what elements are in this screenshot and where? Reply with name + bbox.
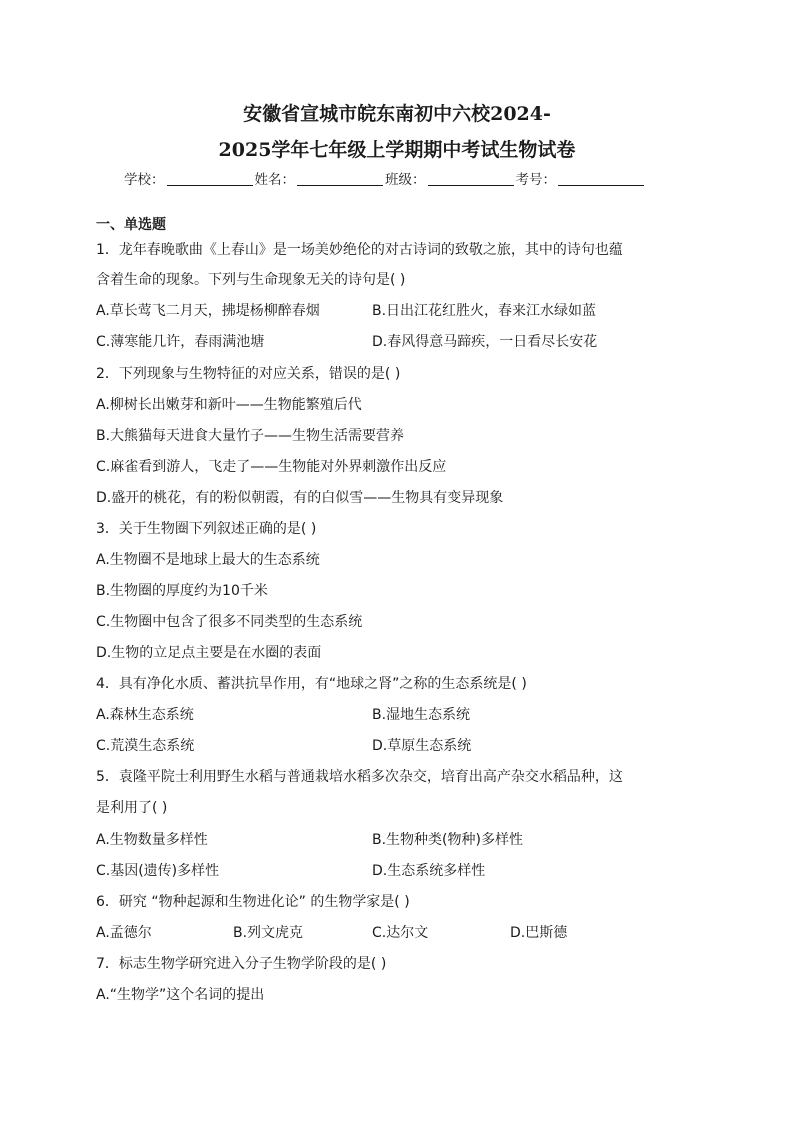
question-6-option-d: D.巴斯德 (510, 925, 568, 941)
question-2-stem: 2．下列现象与生物特征的对应关系，错误的是( ) (96, 366, 401, 382)
number-label: 考号： (515, 172, 556, 188)
question-5-stem-line-2: 是利用了( ) (96, 800, 168, 816)
question-4-option-c: C.荒漠生态系统 (96, 738, 195, 754)
question-2-option-a: A.柳树长出嫩芽和新叶——生物能繁殖后代 (96, 397, 362, 413)
question-7-option-a: A.“生物学”这个名词的提出 (96, 987, 265, 1003)
question-5-stem-line-1: 5．袁隆平院士利用野生水稻与普通栽培水稻多次杂交，培育出高产杂交水稻品种，这 (96, 769, 623, 785)
question-4-option-a: A.森林生态系统 (96, 707, 194, 723)
question-5-option-c: C.基因(遗传)多样性 (96, 863, 220, 879)
number-blank[interactable] (558, 171, 644, 186)
question-1-option-b: B.日出江花红胜火，春来江水绿如蓝 (372, 303, 597, 319)
question-1-option-c: C.薄寒能几许，春雨满池塘 (96, 334, 265, 350)
question-3-stem: 3．关于生物圈下列叙述正确的是( ) (96, 521, 317, 537)
student-info-row (124, 170, 646, 190)
question-1-stem-line-1: 1．龙年春晚歌曲《上春山》是一场美妙绝伦的对古诗词的致敬之旅，其中的诗句也蕴 (96, 242, 623, 258)
exam-title-line-2: 2025学年七年级上学期期中考试生物试卷 (218, 139, 576, 161)
class-blank[interactable] (428, 171, 514, 186)
question-3-option-a: A.生物圈不是地球上最大的生态系统 (96, 552, 320, 568)
question-2-option-c: C.麻雀看到游人，飞走了——生物能对外界刺激作出反应 (96, 459, 447, 475)
question-3-option-d: D.生物的立足点主要是在水圈的表面 (96, 645, 322, 661)
name-label: 姓名： (254, 172, 295, 188)
question-7-stem: 7．标志生物学研究进入分子生物学阶段的是( ) (96, 956, 387, 972)
question-2-option-b: B.大熊猫每天进食大量竹子——生物生活需要营养 (96, 428, 405, 444)
question-6-option-a: A.孟德尔 (96, 925, 152, 941)
question-3-option-c: C.生物圈中包含了很多不同类型的生态系统 (96, 614, 363, 630)
question-5-option-a: A.生物数量多样性 (96, 832, 208, 848)
exam-title-line-1: 安徽省宣城市皖东南初中六校2024- (243, 103, 551, 125)
question-1-option-d: D.春风得意马蹄疾，一日看尽长安花 (372, 334, 598, 350)
question-4-option-d: D.草原生态系统 (372, 738, 472, 754)
class-label: 班级： (385, 172, 426, 188)
question-5-option-b: B.生物种类(物种)多样性 (372, 832, 523, 848)
school-label: 学校： (124, 172, 165, 188)
section-heading: 一、单选题 (96, 217, 166, 233)
question-6-option-b: B.列文虎克 (233, 925, 304, 941)
name-blank[interactable] (297, 171, 383, 186)
question-1-stem-line-2: 含着生命的现象。下列与生命现象无关的诗句是( ) (96, 272, 406, 288)
question-6-stem: 6．研究 “物种起源和生物进化论” 的生物学家是( ) (96, 894, 410, 910)
question-1-option-a: A.草长莺飞二月天，拂堤杨柳醉春烟 (96, 303, 320, 319)
school-blank[interactable] (167, 171, 253, 186)
question-2-option-d: D.盛开的桃花，有的粉似朝霞，有的白似雪——生物具有变异现象 (96, 490, 504, 506)
question-4-stem: 4．具有净化水质、蓄洪抗旱作用，有“地球之肾”之称的生态系统是( ) (96, 676, 527, 692)
question-3-option-b: B.生物圈的厚度约为10千米 (96, 583, 268, 599)
question-4-option-b: B.湿地生态系统 (372, 707, 471, 723)
question-5-option-d: D.生态系统多样性 (372, 863, 486, 879)
question-6-option-c: C.达尔文 (372, 925, 429, 941)
